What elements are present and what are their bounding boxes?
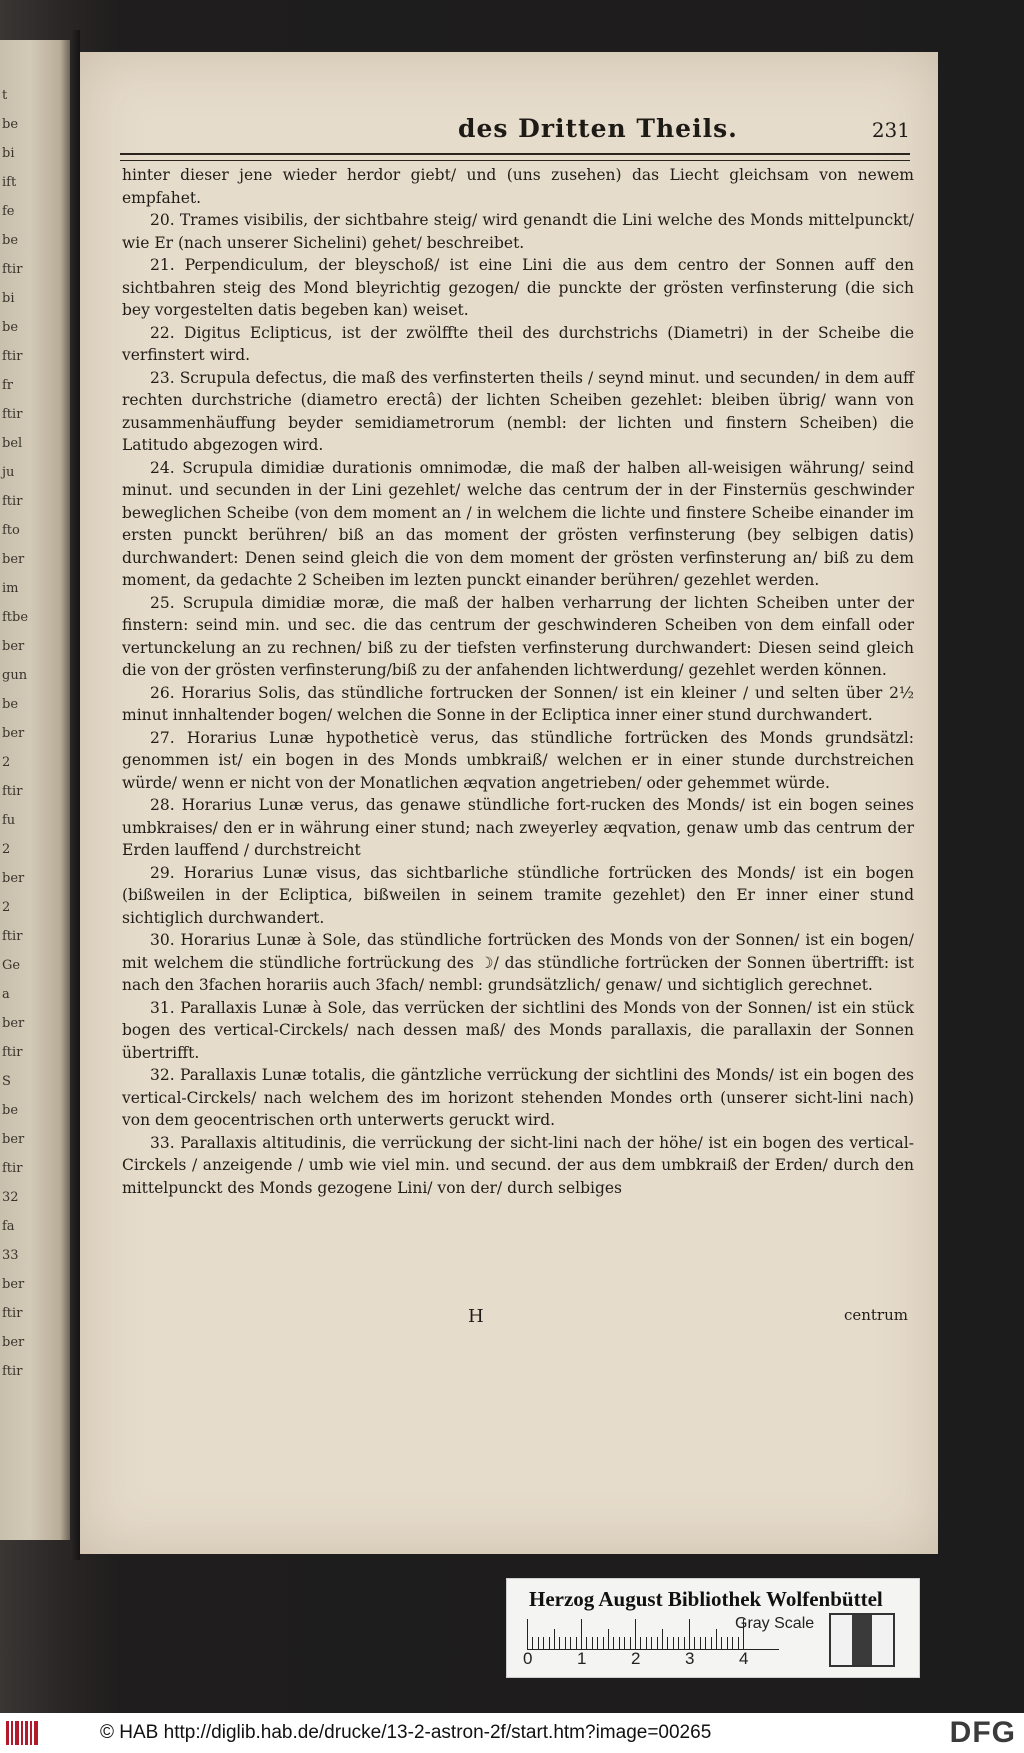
barcode-bar bbox=[6, 1721, 9, 1745]
page-number: 231 bbox=[871, 118, 910, 142]
facing-page-fragment: ftir bbox=[2, 1364, 23, 1379]
barcode-bar bbox=[25, 1721, 28, 1745]
scale-tick bbox=[700, 1637, 701, 1649]
source-url[interactable]: © HAB http://diglib.hab.de/drucke/13-2-astron-2f/start.htm?image=00265 bbox=[100, 1722, 712, 1743]
facing-page-fragment: im bbox=[2, 581, 19, 596]
barcode-bar bbox=[34, 1721, 38, 1745]
scale-tick bbox=[673, 1637, 674, 1649]
facing-page-fragment: ftir bbox=[2, 262, 23, 277]
scale-tick bbox=[651, 1637, 652, 1649]
definition-paragraph: 29. Horarius Lunæ visus, das sichtbarliche stündliche fortrücken des Monds/ ist ein bogen (bißweilen in der Ecliptica, bißweilen in seinem tramite gezehlet) den Er inner einer stund sichtiglich durchwandert. bbox=[122, 863, 914, 927]
scale-number: 3 bbox=[685, 1649, 695, 1668]
facing-page-fragment: bi bbox=[2, 146, 15, 161]
facing-page-fragment: a bbox=[2, 987, 10, 1002]
scale-tick bbox=[603, 1637, 604, 1649]
definition-paragraph: 32. Parallaxis Lunæ totalis, die gäntzliche verrückung der sichtlini des Monds/ ist ein bogen des vertical-Circkels/ nach welchem des im horizont stehenden Mondes orth (unserer sicht-lini nach) von dem geocentrischen orth unterwerts geruckt wird. bbox=[122, 1066, 914, 1129]
facing-page-fragment: be bbox=[2, 1103, 19, 1118]
definition-paragraph: 23. Scrupula defectus, die maß des verfinsterten theils / seynd minut. und secunden/ in dem auff rechten durchstriche (diametro erectâ) der lichten Scheiben gezehlet: bleiben übrig/ wann von zusammenhäuffung beyder semidiametrorum (nembl: der lichten und finstern Scheiben) die Latitudo abgezogen wird. bbox=[122, 368, 914, 454]
definition-paragraph: 22. Digitus Eclipticus, ist der zwölffte theil des durchstrichs (Diametri) in der Scheibe die verfinstert wird. bbox=[122, 323, 914, 364]
facing-page-fragment: 2 bbox=[2, 900, 11, 915]
facing-page-fragment: ftbe bbox=[2, 610, 29, 625]
scale-tick bbox=[721, 1637, 722, 1649]
facing-page-fragment: 2 bbox=[2, 842, 11, 857]
scale-tick bbox=[646, 1637, 647, 1649]
swatch-cell bbox=[852, 1615, 873, 1665]
facing-page-fragment: 2 bbox=[2, 755, 11, 770]
gray-scale-label: Gray Scale bbox=[735, 1615, 815, 1632]
scale-tick bbox=[608, 1629, 609, 1649]
facing-page-fragment: ber bbox=[2, 1016, 25, 1031]
page-body bbox=[122, 164, 914, 1199]
scale-tick bbox=[549, 1637, 550, 1649]
color-target-card bbox=[506, 1578, 920, 1678]
facing-page-fragment: be bbox=[2, 233, 19, 248]
scale-tick bbox=[684, 1637, 685, 1649]
scale-number: 0 bbox=[523, 1649, 533, 1668]
facing-page-fragment: fa bbox=[2, 1219, 15, 1234]
scale-tick bbox=[657, 1637, 658, 1649]
facing-page-fragment: ber bbox=[2, 1335, 25, 1350]
scale-tick bbox=[532, 1637, 533, 1649]
facing-page-fragment: ber bbox=[2, 871, 25, 886]
book-page bbox=[80, 52, 938, 1554]
definition-paragraph: 33. Parallaxis altitudinis, die verrückung der sicht-lini nach der höhe/ ist ein bogen des vertical-Circkels / anzeigende / umb wie viel min. und secund. der aus dem umbkraiß der Erden/ durch den mittelpunckt des Monds gezogene Lini/ von der/ durch selbiges bbox=[122, 1133, 914, 1197]
scale-tick bbox=[635, 1619, 636, 1649]
facing-page-fragment: ftir bbox=[2, 784, 23, 799]
facing-page-fragment: ber bbox=[2, 552, 25, 567]
running-head bbox=[380, 114, 910, 154]
facing-page-fragment: fr bbox=[2, 378, 14, 393]
facing-page-fragment: ftir bbox=[2, 1045, 23, 1060]
facing-page-fragment: 33 bbox=[2, 1248, 19, 1263]
definition-paragraph: hinter dieser jene wieder herdor giebt/ und (uns zusehen) das Liecht gleichsam von newem empfahet. bbox=[122, 166, 914, 207]
facing-page-fragment: ber bbox=[2, 1132, 25, 1147]
scale-tick bbox=[543, 1637, 544, 1649]
facing-page-fragment: gun bbox=[2, 668, 28, 683]
scale-tick bbox=[667, 1637, 668, 1649]
scale-tick bbox=[527, 1619, 528, 1649]
dfg-logo: DFG bbox=[949, 1716, 1016, 1749]
facing-page-fragment: fto bbox=[2, 523, 20, 538]
definition-paragraph: 30. Horarius Lunæ à Sole, das stündliche fortrücken des Monds von der Sonnen/ ist ein bogen/ mit welchem die stündliche fortrückung des ☽/ das stündliche fortrücken der Sonnen übertrifft: ist nach den 3fachen horariis auch 3fach/ nembl: grundsätzlich/ genaw/ und sichtiglich gerechnet. bbox=[122, 931, 914, 994]
scale-tick bbox=[678, 1637, 679, 1649]
signature-mark: H bbox=[468, 1306, 484, 1327]
definition-paragraph: 21. Perpendiculum, der bleyschoß/ ist eine Lini die aus dem centro der Sonnen auff den sichtbahren steig des Mond bleyrichtig gezogen/ die punckte der grösten verfinsterung (die sich bey vorgestelten datis begeben kan) weiset. bbox=[122, 256, 914, 319]
scale-number: 2 bbox=[631, 1649, 641, 1668]
book-gutter bbox=[70, 30, 80, 1560]
scale-tick bbox=[538, 1637, 539, 1649]
definition-paragraph: 20. Trames visibilis, der sichtbahre steig/ wird genandt die Lini welche des Monds mittelpunckt/ wie Er (nach unserer Sichelini) gehet/ beschreibet. bbox=[122, 211, 914, 252]
scale-number: 4 bbox=[739, 1649, 749, 1668]
scale-tick bbox=[640, 1637, 641, 1649]
facing-page-fragment: bel bbox=[2, 436, 23, 451]
definition-paragraph: 27. Horarius Lunæ hypotheticè verus, das stündliche fortrücken des Monds grundsätzl: genommen ist/ ein bogen in des Monds umbkraiß/ welchen er in einer stunde durchstreichen würde/ wenn er nicht von der Monatlichen æqvation angetrieben/ oder gehemmet würde. bbox=[122, 728, 914, 792]
facing-page-fragment: bi bbox=[2, 291, 15, 306]
scale-tick bbox=[630, 1637, 631, 1649]
facing-page-fragment: ber bbox=[2, 1277, 25, 1292]
scale-tick bbox=[738, 1637, 739, 1649]
facing-page-fragment: be bbox=[2, 117, 19, 132]
facing-page-fragment: ftir bbox=[2, 929, 23, 944]
barcode-logo-icon bbox=[6, 1721, 46, 1745]
facing-page-fragment: t bbox=[2, 88, 8, 103]
scale-tick bbox=[581, 1619, 582, 1649]
barcode-bar bbox=[21, 1721, 23, 1745]
facing-page-fragment: S bbox=[2, 1074, 11, 1089]
scale-tick bbox=[694, 1637, 695, 1649]
definition-paragraph: 26. Horarius Solis, das stündliche fortrucken der Sonnen/ ist ein kleiner / und selten über 2½ minut innhaltender bogen/ welchen die Sonne in der Ecliptica inner einer stund durchwandert. bbox=[122, 683, 914, 724]
definition-paragraph: 28. Horarius Lunæ verus, das genawe stündliche fort-rucken des Monds/ ist ein bogen seines umbkraises/ den er in währung einer stund; nach zweyerley æqvation, genaw umb das centrum der Erden lauffend / durchstreicht bbox=[122, 796, 914, 859]
barcode-bar bbox=[15, 1721, 19, 1745]
facing-page-fragment: 32 bbox=[2, 1190, 19, 1205]
scale-tick bbox=[576, 1637, 577, 1649]
definition-paragraph: 31. Parallaxis Lunæ à Sole, das verrücken der sichtlini des Monds von der Sonnen/ ist ein stück bogen des vertical-Circkels/ nach dessen maß/ des Monds parallaxis, die parallaxin der Sonnen übertrifft. bbox=[122, 998, 914, 1062]
running-title: des Dritten Theils. bbox=[458, 114, 738, 143]
scale-tick bbox=[554, 1629, 555, 1649]
facing-page-fragment: ftir bbox=[2, 407, 23, 422]
facing-page-fragment: ftir bbox=[2, 349, 23, 364]
facing-page-fragment: fu bbox=[2, 813, 16, 828]
definition-paragraph: 25. Scrupula dimidiæ moræ, die maß der halben verharrung der lichten Scheiben unter der finstern: seind min. und sec. die das centrum der geschwinderen Scheiben von dem einfall oder vertunckelung an zu rechnen/ biß zu der tiefsten verfinsterung durchwandert: Diesen seind gleich die von der grösten verfinsterung/biß zu der anfahenden lichtwerdung/ gezehlet werden können. bbox=[122, 593, 914, 679]
facing-page-fragment: ber bbox=[2, 726, 25, 741]
facing-page-fragment: ftir bbox=[2, 494, 23, 509]
scale-tick bbox=[711, 1637, 712, 1649]
facing-page-fragment: ber bbox=[2, 639, 25, 654]
facing-page-fragment: ftir bbox=[2, 1161, 23, 1176]
facing-page-fragment: Ge bbox=[2, 958, 21, 973]
facing-page-edge bbox=[0, 40, 70, 1540]
page-foot bbox=[80, 1306, 938, 1332]
scale-tick bbox=[716, 1629, 717, 1649]
viewer-footer bbox=[0, 1713, 1024, 1753]
scale-tick bbox=[705, 1637, 706, 1649]
gray-swatch bbox=[829, 1613, 895, 1667]
facing-page-fragment: ftir bbox=[2, 1306, 23, 1321]
institution-label: Herzog August Bibliothek Wolfenbüttel bbox=[529, 1587, 883, 1611]
barcode-bar bbox=[30, 1721, 32, 1745]
swatch-cell bbox=[872, 1615, 893, 1665]
scale-tick bbox=[689, 1619, 690, 1649]
scale-numbers bbox=[523, 1649, 779, 1671]
facing-page-fragment: be bbox=[2, 697, 19, 712]
catchword: centrum bbox=[843, 1306, 908, 1324]
scale-tick bbox=[586, 1637, 587, 1649]
facing-page-fragment: ju bbox=[2, 465, 15, 480]
scale-number: 1 bbox=[577, 1649, 587, 1668]
facing-page-fragment: be bbox=[2, 320, 19, 335]
barcode-bar bbox=[11, 1721, 13, 1745]
scale-tick bbox=[613, 1637, 614, 1649]
scale-tick bbox=[727, 1637, 728, 1649]
scale-tick bbox=[662, 1629, 663, 1649]
scale-tick bbox=[565, 1637, 566, 1649]
scale-tick bbox=[597, 1637, 598, 1649]
facing-page-fragment: ift bbox=[2, 175, 17, 190]
scale-tick bbox=[619, 1637, 620, 1649]
scale-tick bbox=[570, 1637, 571, 1649]
swatch-cell bbox=[831, 1615, 852, 1665]
definition-paragraph: 24. Scrupula dimidiæ durationis omnimodæ, die maß der halben all-weisigen währung/ seind minut. und secunden in der Lini gezehlet/ welche das centrum der in der Finsternüs geschwinder beweglichen Scheibe (von dem moment an / in welchem die lichte und finstere Scheibe einander im ersten punckt berühren/ biß an das moment der grösten verfinsterung (bey selbigen datis) durchwandert: Denen seind gleich die von dem moment der grösten verfinsterung an/ biß zu dem moment, da gedachte 2 Scheiben im lezten punckt einander berühren/ gezehlet werden. bbox=[122, 458, 914, 589]
scale-tick bbox=[559, 1637, 560, 1649]
scale-tick bbox=[732, 1637, 733, 1649]
facing-page-fragment: fe bbox=[2, 204, 15, 219]
scale-tick bbox=[624, 1637, 625, 1649]
head-rule bbox=[120, 153, 910, 161]
scale-tick bbox=[592, 1637, 593, 1649]
